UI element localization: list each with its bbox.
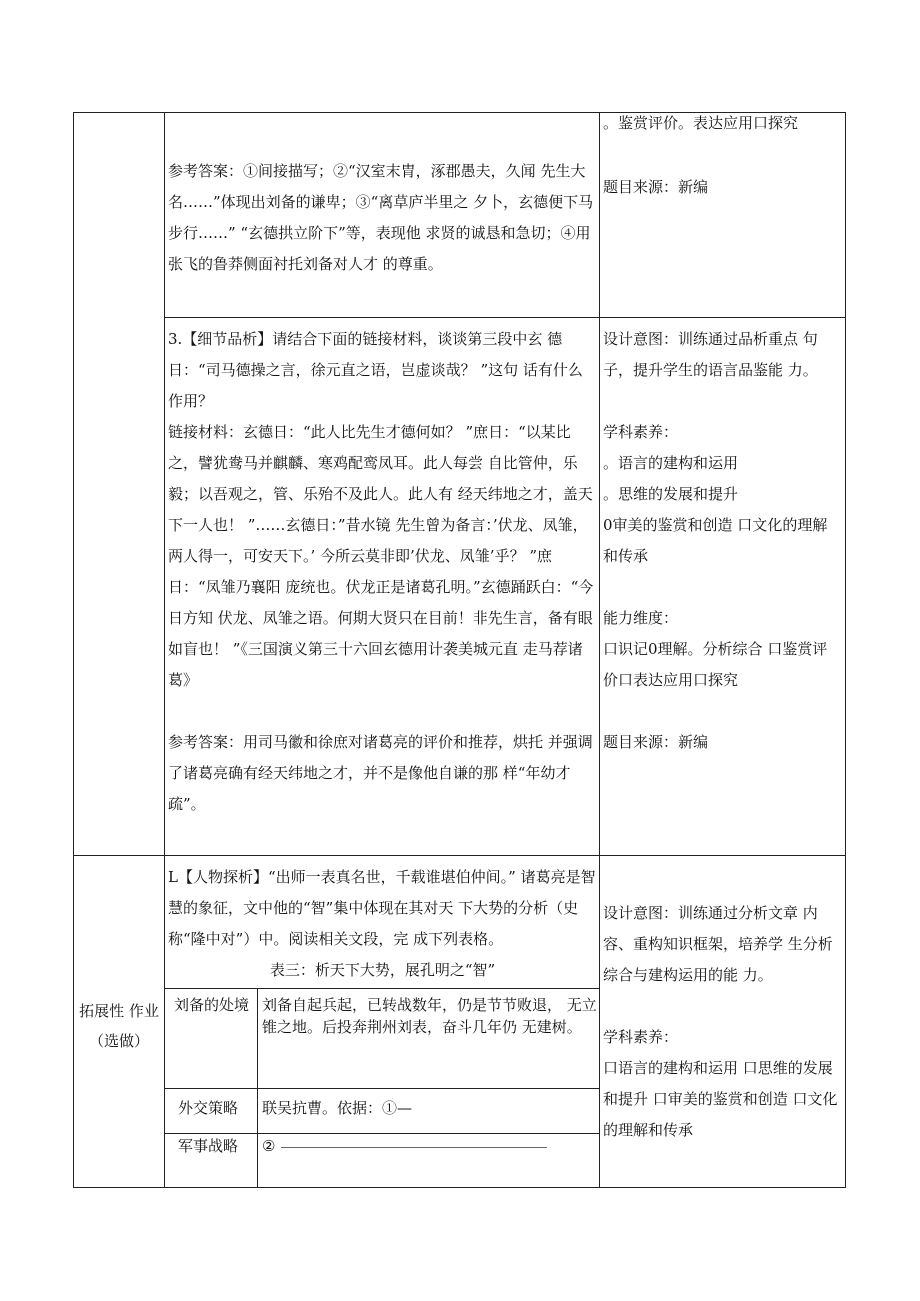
literacy-text: 口语言的建构和运用 口思维的发展和提升 口审美的鉴赏和创造 口文化的理解和传承 — [603, 1059, 838, 1139]
block1-source: 题目来源：新编 — [603, 178, 709, 196]
table-col-divider-1 — [164, 112, 165, 1188]
answer-blank — [281, 1146, 547, 1148]
source-text: 题目来源：新编 — [603, 733, 709, 751]
ability-title: 能力维度： — [603, 609, 679, 627]
table-divider-2 — [73, 855, 846, 856]
linked-material: 链接材料：玄德日：“此人比先生才德何如？ ”庶日：“以某比之，譬犹鸯马并麒麟、寒鸡配鸾凤耳。此人每尝 自比管仲，乐毅；以吾观之，管、乐殆不及此人。此人有 经天纬地之才，盖天下一人也！ ”……玄德日：”昔水镜 先生曾为备言：’伏龙、凤雏，两人得一，可安天下。’ 今所云莫非即’伏龙、凤雏’乎？ ”庶日：“凤雏乃襄阳 庞统也。伏龙正是诸葛孔明。”玄德踊跃白：“今日方知 伏龙、凤雏之语。何期大贤只在目前！非先生言，备有眼 如盲也！ ”《三国演义第三十六回玄德用计袭美城元直 走马荐诸葛》 — [168, 423, 594, 689]
literacy-title: 学科素养： — [603, 1028, 679, 1046]
row-content-military: ② — [262, 1133, 597, 1159]
literacy-title: 学科素养： — [603, 423, 679, 441]
literacy-item: 。语言的建构和运用 — [603, 454, 739, 472]
table-bottom-border — [73, 1187, 846, 1188]
table-right-border — [845, 112, 846, 1188]
block2-sidebar — [603, 324, 841, 758]
inner-table-top — [164, 988, 599, 989]
block3-sidebar — [603, 898, 841, 1146]
block2-content — [168, 324, 597, 820]
design-intent: 设计意图：训练通过分析文章 内容、重构知识框架，培养学 生分析综合与建构运用的能 力。 — [603, 904, 833, 984]
block1-answer — [168, 156, 597, 280]
literacy-item: 0审美的鉴赏和创造 口文化的理解和传承 — [603, 516, 828, 565]
literacy-item: 。思维的发展和提升 — [603, 485, 739, 503]
ability-text: 口识记0理解。分析综合 口鉴赏评价口表达应用口探究 — [603, 640, 828, 689]
question-text: 3.【细节品析】请结合下面的链接材料，谈谈第三段中玄 德日：“司马德操之言，徐元直之语，岂虚谈哉？ ”这句 话有什么作用？ — [168, 330, 583, 410]
row-content-situation: 刘备自起兵起，已转战数年，仍是节节败退， 无立锥之地。后投奔荆州刘表，奋斗几年仍 无建树。 — [262, 996, 597, 1036]
row-label-military: 军事战略 — [178, 1137, 239, 1155]
answer-text: 参考答案：①间接描写；②“汉室末胄，涿郡愚夫，久闻 先生大名……”体现出刘备的谦卑；③“离草庐半里之 夕卜，玄德便下马步行……” “玄德拱立阶下”等，表现他 求贤的诚恳和急切；④用张飞的鲁莽侧面衬托刘备对人才 的尊重。 — [168, 162, 594, 273]
block3-question — [168, 862, 597, 986]
design-intent: 设计意图：训练通过品析重点 句子，提升学生的语言品鉴能 力。 — [603, 330, 818, 379]
row-label-diplomacy: 外交策略 — [178, 1099, 239, 1117]
table-col-divider-2 — [599, 112, 600, 1188]
table-divider-1 — [164, 317, 846, 318]
inner-table-row-2 — [164, 1088, 599, 1089]
question-text: L【人物探析】“出师一表真名世，千载谁堪伯仲间。” 诸葛亮是智慧的象征，文中他的“智”集中体现在其对天 下大势的分析（史称“隆中对”）中。阅读相关文段，完 成下列表格。 — [168, 868, 596, 948]
row-content-diplomacy: 联吴抗曹。依据：①— — [262, 1099, 413, 1117]
answer-text: 参考答案：用司马徽和徐庶对诸葛亮的评价和推荐，烘托 并强调了诸葛亮确有经天纬地之才，并不是像他自谦的那 样“年幼才疏”。 — [168, 733, 593, 813]
row-label-situation: 刘备的处境 — [174, 996, 250, 1014]
table-title: 表三：析天下大势，展孔明之“智” — [269, 961, 496, 979]
extended-homework-label: 拓展性 作业 （选做） — [79, 1002, 159, 1050]
top-right-fragment: 。鉴赏评价。表达应用口探究 — [603, 114, 799, 132]
